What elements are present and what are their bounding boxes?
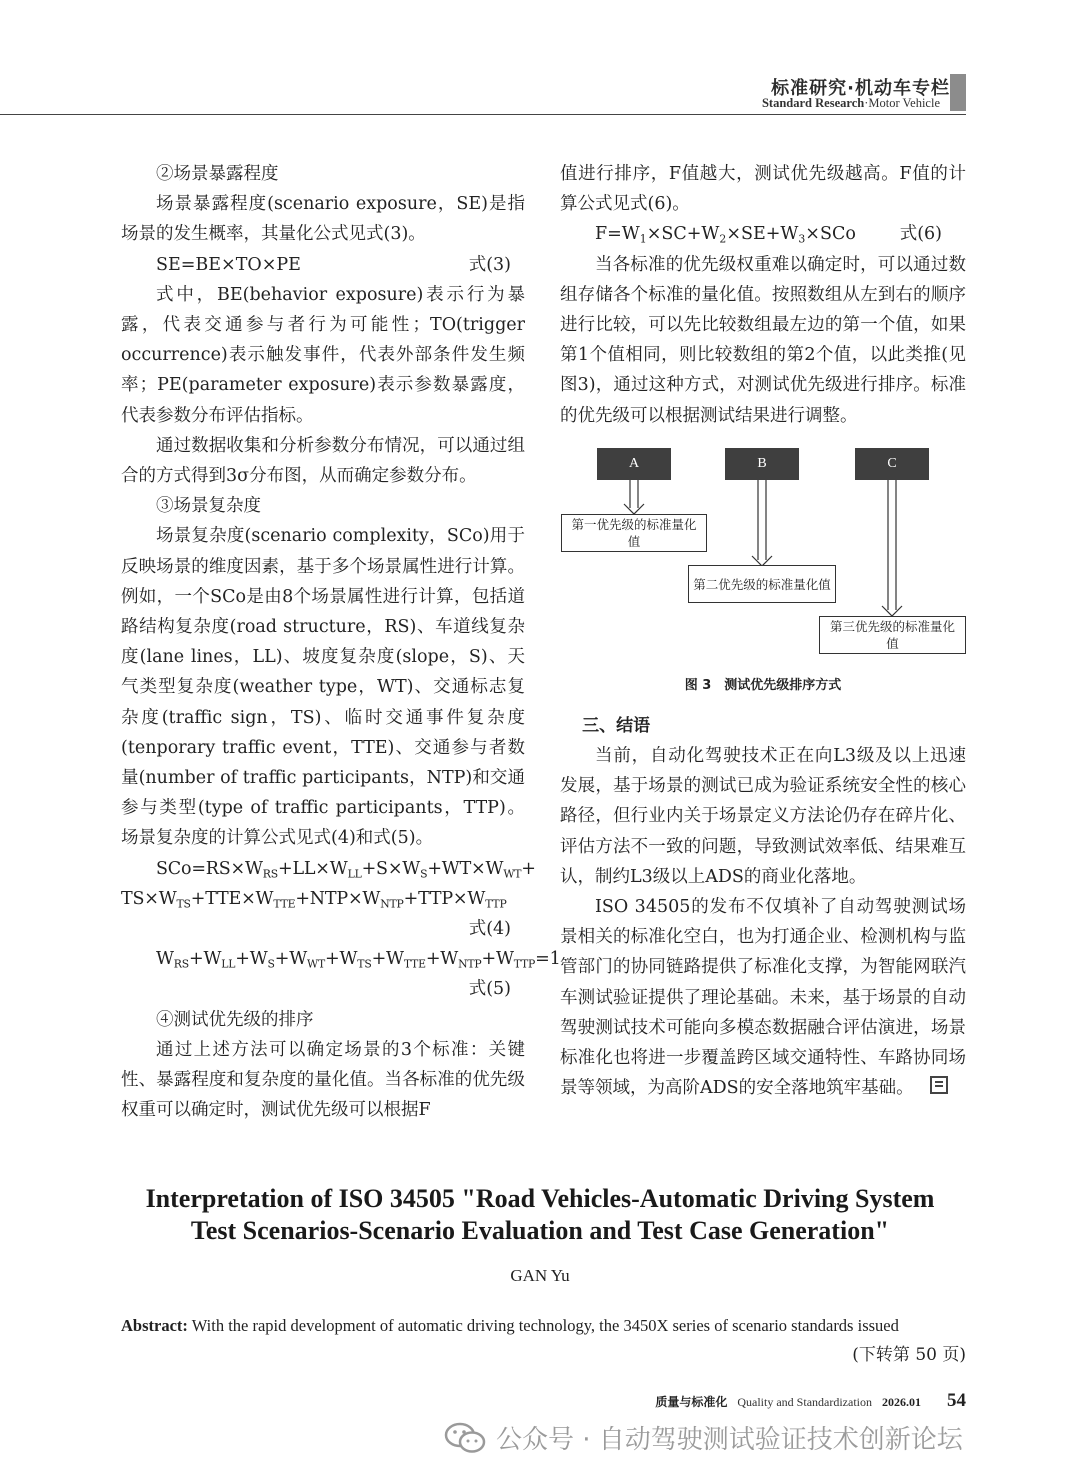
- journal-name-cn: 质量与标准化: [655, 1395, 728, 1409]
- paragraph: 场景复杂度(scenario complexity，SCo)用于反映场景的维度因素，基于多个场景属性进行计算。例如，一个SCo是由8个场景属性进行计算，包括道路结构复杂度(road structure，RS)、车道线复杂度(lane lines，LL)、坡度复杂度(slope，S)、天气类型复杂度(weather type，WT)、交通标志复杂度(traffic sign，TS)、临时交通事件复杂度(tenporary traffic event，TTE)、交通参与者数量(number of traffic participants，NTP)和交通参与类型(type of traffic participants，TTP)。场景复杂度的计算公式见式(4)和式(5)。: [121, 526, 525, 849]
- heading-conclusion: 三、结语: [582, 715, 651, 736]
- header-section-cn: 标准研究·机动车专栏: [771, 78, 950, 99]
- page-footer: [655, 1390, 966, 1412]
- figure-3: [560, 448, 966, 664]
- issue-number: 2026.01: [882, 1395, 921, 1409]
- paragraph: 值进行排序，F值越大，测试优先级越高。F值的计算公式见式(6)。: [560, 164, 966, 215]
- equation-4: $SCo=RS\times W_{RS}+LL\times W_{LL}+S\times W_S+WT\times W_{WT}+$: [156, 858, 536, 880]
- english-author: GAN Yu: [510, 1266, 570, 1285]
- equation-label: 式(3): [468, 254, 511, 275]
- equation-3: SE=BE×TO×PE 式(3): [121, 250, 525, 280]
- wechat-icon: [444, 1422, 486, 1454]
- box-c: C: [855, 448, 929, 480]
- header-section-en: Standard Research·Motor Vehicle: [761, 96, 940, 110]
- paragraph: 式中，BE(behavior exposure)表示行为暴露，代表交通参与者行为可能性；TO(trigger occurrence)表示触发事件，代表外部条件发生频率；PE(parameter exposure)表示参数暴露度，代表参数分布评估指标。: [121, 284, 525, 426]
- equation-4-cont: $TS\times W_{TS}+TTE\times W_{TTE}+NTP\times W_{NTP}+TTP\times W_{TTP}$: [121, 888, 507, 911]
- watermark-text: 公众号 · 自动驾驶测试验证技术创新论坛: [496, 1425, 963, 1455]
- paragraph: 通过数据收集和分析参数分布情况，可以通过组合的方式得到3σ分布图，从而确定参数分布。: [121, 435, 525, 487]
- paragraph: 通过上述方法可以确定场景的3个标准：关键性、暴露程度和复杂度的量化值。当各标准的优先级权重可以确定时，测试优先级可以根据F: [121, 1039, 525, 1121]
- paragraph: 场景暴露程度(scenario exposure，SE)是指场景的发生概率，其量化公式见式(3)。: [121, 194, 525, 245]
- left-column: [121, 159, 561, 1126]
- equation-6: $F=W_1\times SC+W_2\times SE+W_3\times SCo$ 式(6): [560, 219, 966, 249]
- heading-scenario-exposure: ②场景暴露程度: [156, 164, 279, 184]
- continued-note: (下转第 50 页): [852, 1345, 966, 1365]
- heading-scenario-complexity: ③场景复杂度: [156, 496, 261, 517]
- box-priority-2: 第二优先级的标准量化值: [688, 565, 836, 603]
- equation-5: $W_{RS}+W_{LL}+W_S+W_{WT}+W_{TS}+W_{TTE}+W_{NTP}+W_{TTP}=1$: [156, 949, 561, 971]
- equation-label: 式(5): [468, 979, 511, 1000]
- journal-name-en: Quality and Standardization: [737, 1395, 872, 1409]
- header-gray-bar: [950, 74, 966, 111]
- english-title: Interpretation of ISO 34505 "Road Vehicles-Automatic Driving System Test Scenarios-Scenario Evaluation and Test Case Generation": [145, 1184, 935, 1245]
- watermark: [444, 1419, 963, 1456]
- equation-label: 式(4): [468, 919, 511, 940]
- heading-test-priority: ④测试优先级的排序: [156, 1009, 314, 1030]
- english-abstract: Abstract: With the rapid development of automatic driving technology, the 3450X series of scenario standards issued: [121, 1316, 899, 1335]
- paragraph: ISO 34505的发布不仅填补了自动驾驶测试场景相关的标准化空白，也为打通企业、检测机构与监管部门的协同链路提供了标准化支撑，为智能网联汽车测试验证提供了理论基础。未来，基于场景的自动驾驶测试技术可能向多模态数据融合评估演进，场景标准化也将进一步覆盖跨区域交通特性、车路协同场景等领域，为高阶ADS的安全落地筑牢基础。: [560, 897, 966, 1099]
- equation-label: 式(6): [899, 224, 942, 245]
- header-rule: [0, 114, 966, 115]
- box-priority-3: 第三优先级的标准量化值: [819, 616, 966, 654]
- paragraph: 当各标准的优先级权重难以确定时，可以通过数组存储各个标准的量化值。按照数组从左到右的顺序进行比较，可以先比较数组最左边的第一个值，如果第1个值相同，则比较数组的第2个值，以此类推(见图3)，通过这种方式，对测试优先级进行排序。标准的优先级可以根据测试结果进行调整。: [560, 254, 966, 426]
- box-priority-1: 第一优先级的标准量化值: [561, 514, 707, 552]
- paragraph: 当前，自动化驾驶技术正在向L3级及以上迅速发展，基于场景的测试已成为验证系统安全性的核心路径，但行业内关于场景定义方法论仍存在碎片化、评估方法不一致的问题，导致测试效率低、结果难互认，制约L3级以上ADS的商业化落地。: [560, 746, 966, 887]
- end-mark-icon: [930, 1076, 948, 1094]
- box-b: B: [725, 448, 799, 480]
- page-number: 54: [947, 1390, 966, 1411]
- box-a: A: [597, 448, 671, 480]
- figure-caption: 图 3 测试优先级排序方式: [684, 678, 842, 693]
